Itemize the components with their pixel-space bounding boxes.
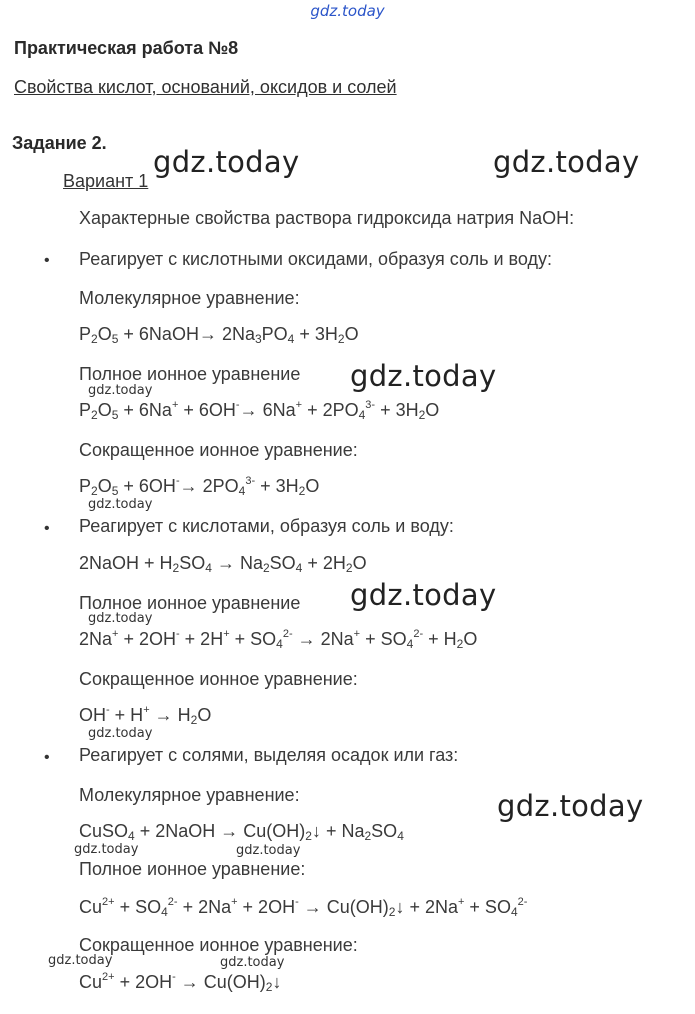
watermark-big: gdz.today	[497, 789, 644, 823]
equation-2-full-ionic: $2Na^+ + 2OH^- + 2H^+ + SO_4^{2-} \to 2Na^+ + SO_4^{2-} + H_2O$	[79, 628, 478, 651]
variant-label: Вариант 1	[63, 171, 149, 191]
watermark-small: gdz.today	[74, 842, 139, 857]
watermark-big: gdz.today	[350, 359, 497, 393]
watermark-small: gdz.today	[236, 843, 301, 858]
watermark-small: gdz.today	[88, 497, 153, 512]
section-1-heading: Реагирует с кислотными оксидами, образуя соль и воду:	[79, 249, 552, 269]
section-1-molecular-label: Молекулярное уравнение:	[79, 288, 300, 308]
section-1-short-label: Сокращенное ионное уравнение:	[79, 440, 358, 460]
bullet-3: •	[44, 749, 50, 766]
equation-3-molecular: CuSO$_4$ + 2NaOH → $Cu(OH)_2↓ + Na_2SO_4$	[79, 821, 404, 843]
equation-3-full-ionic: $Cu^{2+} + SO_4^{2-} + 2Na^+ + 2OH^-$ → $Cu(OH)_2↓ + 2Na^+ + SO_4^{2-}$	[79, 896, 528, 919]
watermark-small: gdz.today	[88, 611, 153, 626]
watermark-small: gdz.today	[88, 726, 153, 741]
watermark-big: gdz.today	[350, 578, 497, 612]
watermark-big: gdz.today	[153, 145, 300, 179]
equation-1-full-ionic: $P_2O_5 + 6Na^+ + 6OH^-\to 6Na^+ + 2PO_4^{3-} + 3H_2O$	[79, 399, 440, 422]
section-2-heading: Реагирует с кислотами, образуя соль и воду:	[79, 516, 454, 536]
intro-text: Характерные свойства раствора гидроксида натрия NaOH:	[79, 208, 575, 228]
watermark-small: gdz.today	[48, 953, 113, 968]
section-3-full-label: Полное ионное уравнение:	[79, 859, 306, 879]
watermark-small: gdz.today	[220, 955, 285, 970]
watermark-big: gdz.today	[493, 145, 640, 179]
section-2-short-label: Сокращенное ионное уравнение:	[79, 669, 358, 689]
section-3-heading: Реагирует с солями, выделяя осадок или газ:	[79, 745, 459, 765]
section-1-full-label: Полное ионное уравнение	[79, 364, 301, 384]
watermark-small: gdz.today	[88, 383, 153, 398]
section-3-short-label: Сокращенное ионное уравнение:	[79, 935, 358, 955]
equation-1-molecular: $P_2O_5$ + 6NaOH→ $2Na_3PO_4 + 3H_2O$	[79, 324, 359, 346]
page-subtitle: Свойства кислот, оснований, оксидов и солей	[14, 77, 397, 97]
equation-2-short-ionic: $OH^- + H^+ \to H_2O$	[79, 704, 212, 727]
section-3-molecular-label: Молекулярное уравнение:	[79, 785, 300, 805]
bullet-2: •	[44, 520, 50, 537]
page-title: Практическая работа №8	[14, 38, 239, 58]
watermark-top: gdz.today	[310, 2, 385, 20]
equation-1-short-ionic: $P_2O_5 + 6OH^-\to 2PO_4^{3-} + 3H_2O$	[79, 475, 320, 498]
equation-3-short-ionic: $Cu^{2+} + 2OH^-$ → $Cu(OH)_2↓$	[79, 971, 282, 994]
section-2-full-label: Полное ионное уравнение	[79, 593, 301, 613]
equation-2-molecular: 2NaOH + $H_2SO_4 \to Na_2SO_4 + 2H_2O$	[79, 553, 367, 575]
task-label: Задание 2.	[12, 133, 107, 153]
bullet-1: •	[44, 252, 50, 269]
